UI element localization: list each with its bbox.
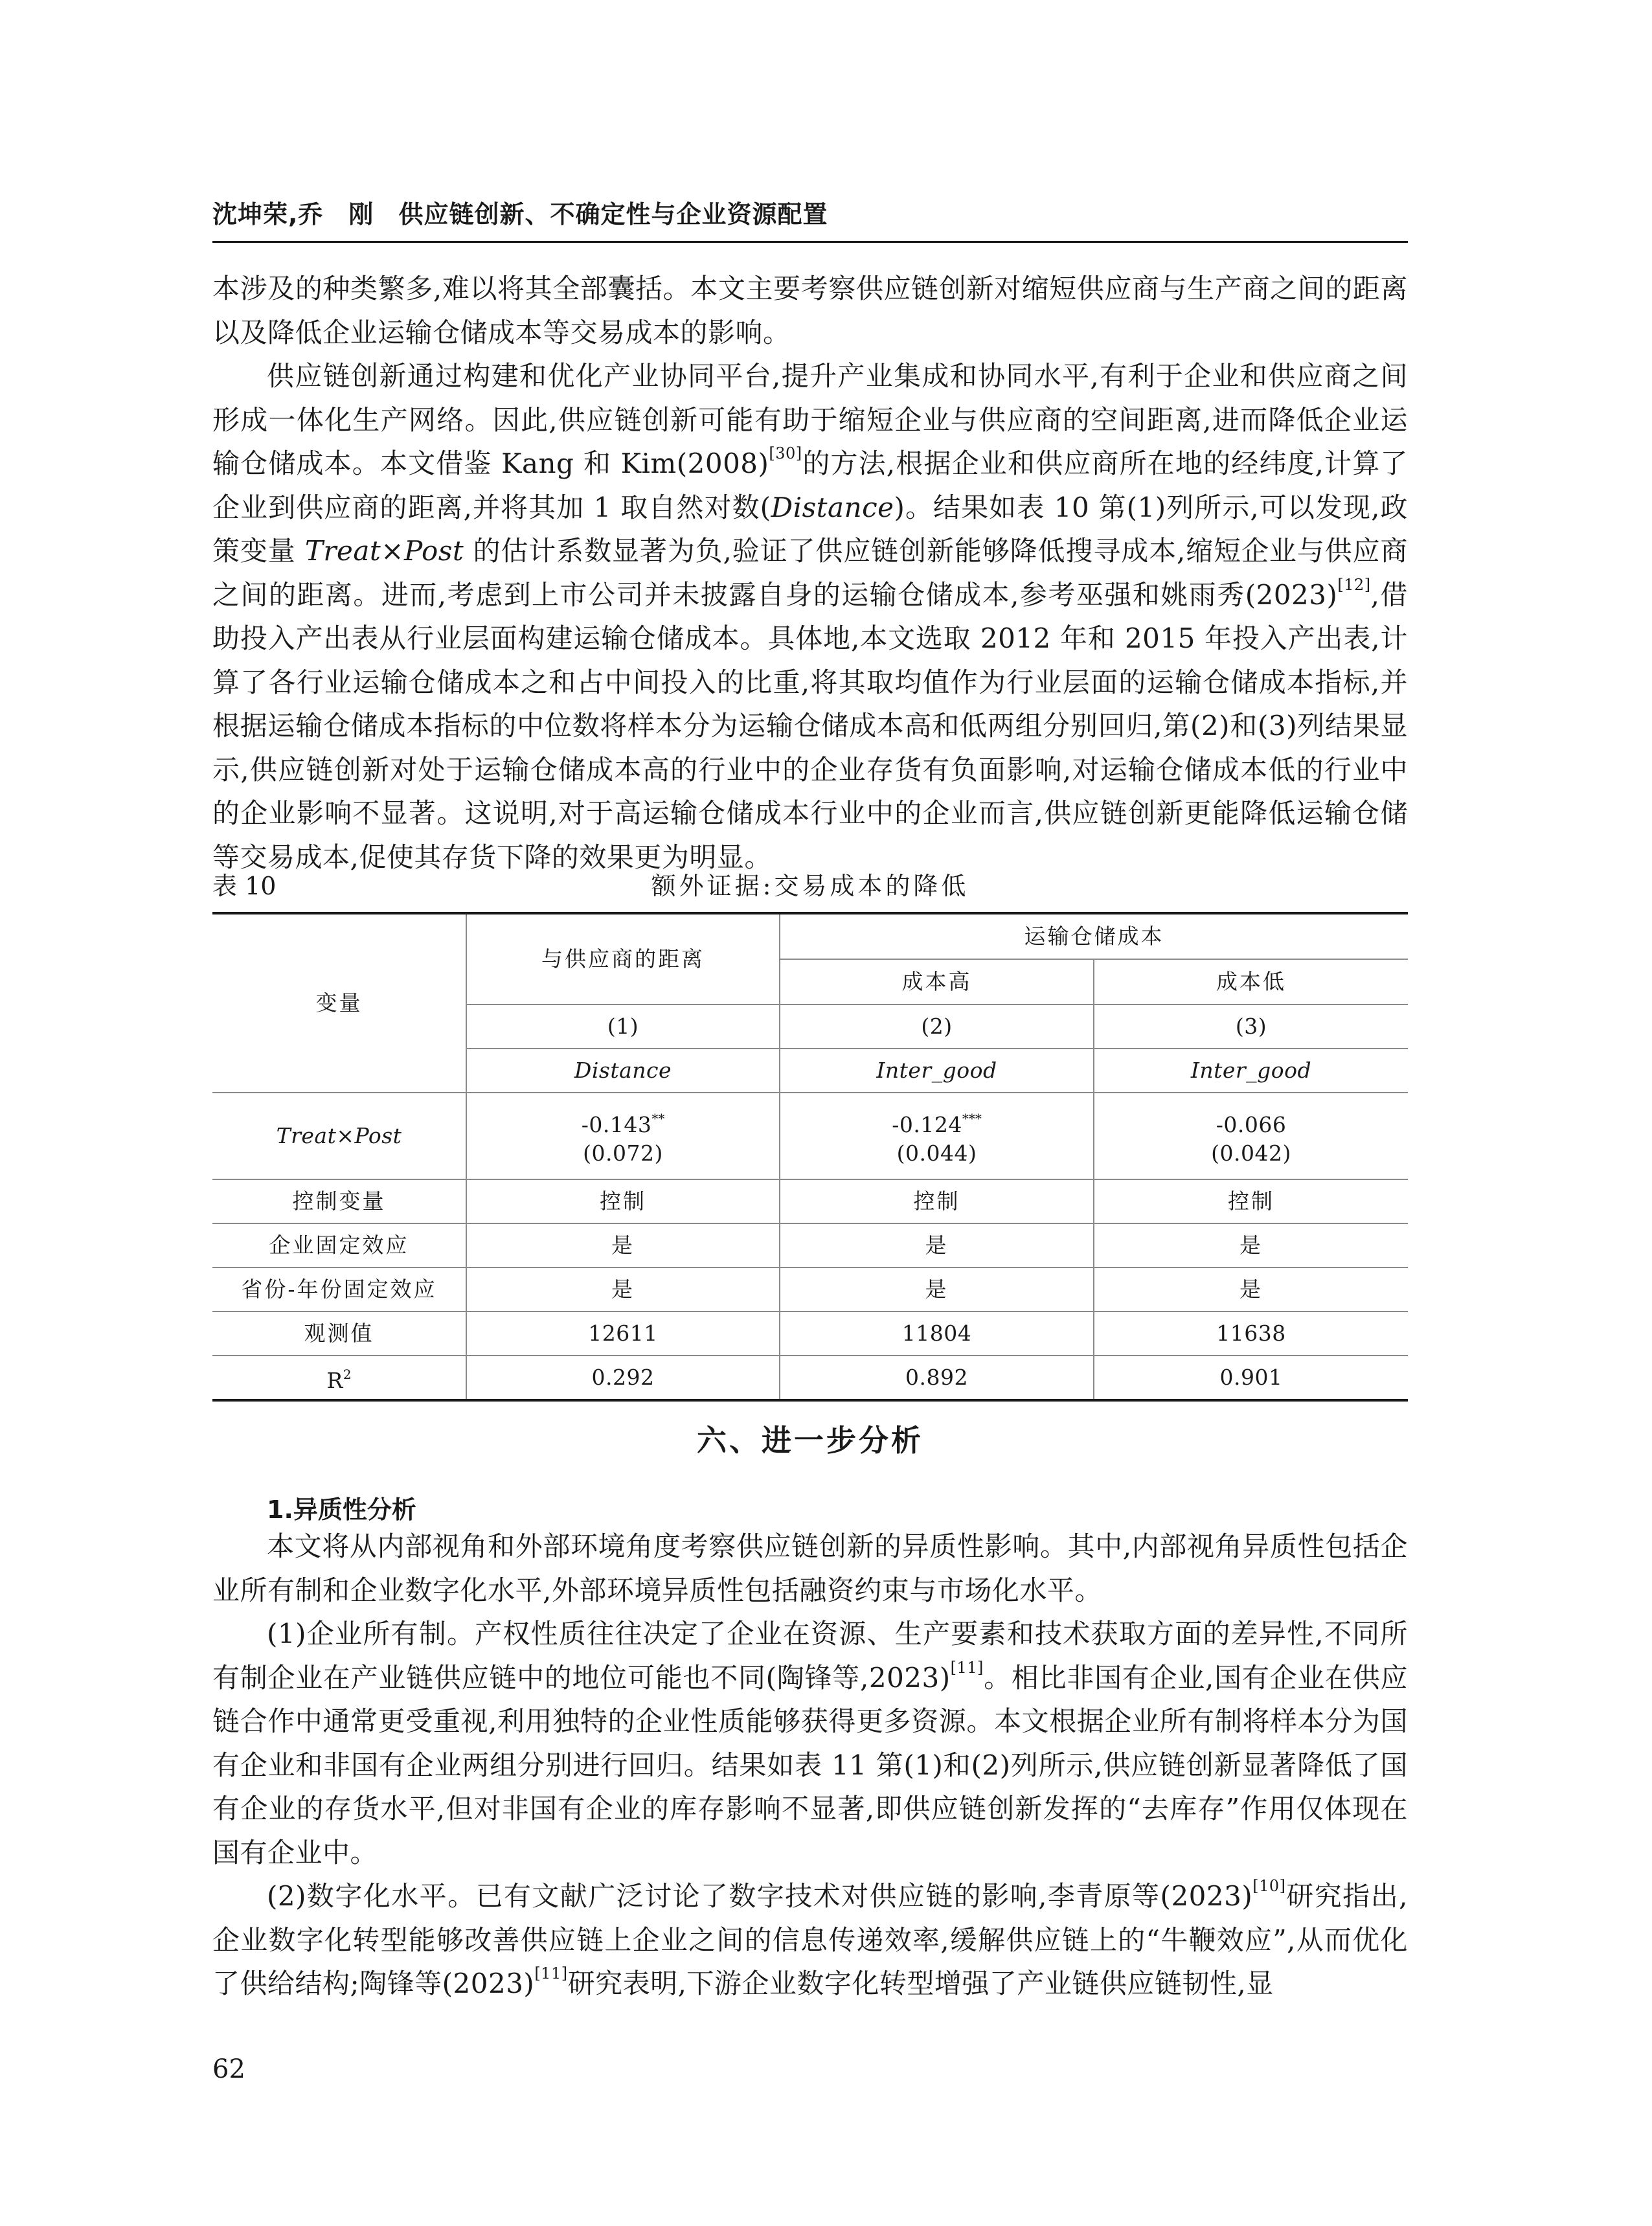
table-cell: 控制 [466,1179,780,1223]
table-number: 表 10 [212,872,277,900]
header-dep-var-2: Inter_good [780,1049,1094,1093]
table-cell: 控制 [1094,1179,1408,1223]
variable-treat-post: Treat×Post [304,535,464,567]
citation-30: [30] [769,444,802,462]
header-col-3: (3) [1094,1005,1408,1049]
table-cell: 12611 [466,1312,780,1356]
paragraph-5: (2)数字化水平。已有文献广泛讨论了数字技术对供应链的影响,李青原等(2023)[10]研究指出,企业数字化转型能够改善供应链上企业之间的信息传递效率,缓解供应链上的“牛鞭效应”,从而优化了供给结构;陶锋等(2023)[11]研究表明,下游企业数字化转型增强了产业链供应链韧性,显 [212,1877,1408,1999]
table-cell: 11804 [780,1312,1094,1356]
header-cost-high: 成本高 [780,959,1094,1005]
row-label-r-squared: $R^2$ [212,1356,466,1400]
header-distance-group: 与供应商的距离 [466,913,780,1005]
citation-11: [11] [950,1658,984,1677]
table-cell: 是 [1094,1223,1408,1267]
variable-distance: Distance [771,491,894,523]
table-header-row-1 [212,913,1408,959]
table-row-firm-fe [212,1223,1408,1267]
table-cell: 是 [780,1223,1094,1267]
body-text-bottom [212,1525,1408,2006]
running-head [212,194,828,230]
cell-treat-post-2: -0.124*** (0.044) [780,1093,1094,1179]
paragraph-2: 供应链创新通过构建和优化产业协同平台,提升产业集成和协同水平,有利于企业和供应商之间形成一体化生产网络。因此,供应链创新可能有助于缩短企业与供应商的空间距离,进而降低企业运输仓储成本。本文借鉴 Kang 和 Kim(2008)[30]的方法,根据企业和供应商所在地的经纬度,计算了企业到供应商的距离,并将其加 1 取自然对数(Distance)。结果如表 10 第(1)列所示,可以发现,政策变量 Treat×Post 的估计系数显著为负,验证了供应链创新能够降低搜寻成本,缩短企业与供应商之间的距离。进而,考虑到上市公司并未披露自身的运输仓储成本,参考巫强和姚雨秀(2023)[12],借助投入产出表从行业层面构建运输仓储成本。具体地,本文选取 2012 年和 2015 年投入产出表,计算了各行业运输仓储成本之和占中间投入的比重,将其取均值作为行业层面的运输仓储成本指标,并根据运输仓储成本指标的中位数将样本分为运输仓储成本高和低两组分别回归,第(2)和(3)列结果显示,供应链创新对处于运输仓储成本高的行业中的企业存货有负面影响,对运输仓储成本低的行业中的企业影响不显著。这说明,对于高运输仓储成本行业中的企业而言,供应链创新更能降低运输仓储等交易成本,促使其存货下降的效果更为明显。 [212,360,1408,873]
cell-treat-post-3: -0.066 (0.042) [1094,1093,1408,1179]
subsection-title: 1.异质性分析 [267,1495,416,1524]
row-label: 控制变量 [212,1179,466,1223]
table-caption [212,868,1408,904]
header-dep-var-1: Distance [466,1049,780,1093]
table-title: 额外证据:交易成本的降低 [651,872,969,900]
table-row-r-squared [212,1356,1408,1400]
table-cell: 是 [1094,1267,1408,1312]
row-label: 观测值 [212,1312,466,1356]
citation-12: [12] [1337,575,1371,594]
cell-treat-post-1: -0.143** (0.072) [466,1093,780,1179]
paragraph-1: 本涉及的种类繁多,难以将其全部囊括。本文主要考察供应链创新对缩短供应商与生产商之间的距离以及降低企业运输仓储成本等交易成本的影响。 [212,273,1408,348]
header-col-1: (1) [466,1005,780,1049]
table-cell: 0.892 [780,1356,1094,1400]
table-cell: 是 [780,1267,1094,1312]
running-head-rule [212,241,1408,243]
header-cost-low: 成本低 [1094,959,1408,1005]
table-cell: 是 [466,1223,780,1267]
row-label: 企业固定效应 [212,1223,466,1267]
section-title: 六、进一步分析 [697,1423,923,1458]
table-cell: 0.901 [1094,1356,1408,1400]
table-cell: 是 [466,1267,780,1312]
header-cost-group: 运输仓储成本 [780,913,1408,959]
running-head-authors: 沈坤荣,乔 刚 [212,200,374,229]
row-label: 省份-年份固定效应 [212,1267,466,1312]
table-cell: 11638 [1094,1312,1408,1356]
table-row-treat-post [212,1093,1408,1179]
paragraph-3: 本文将从内部视角和外部环境角度考察供应链创新的异质性影响。其中,内部视角异质性包括企业所有制和企业数字化水平,外部环境异质性包括融资约束与市场化水平。 [212,1530,1408,1606]
header-dep-var-3: Inter_good [1094,1049,1408,1093]
row-label-treat-post: Treat×Post [212,1093,466,1179]
body-text-top [212,267,1408,879]
citation-10: [10] [1252,1877,1286,1895]
table-row-province-year-fe [212,1267,1408,1312]
header-col-2: (2) [780,1005,1094,1049]
table-row-observations [212,1312,1408,1356]
results-table [212,912,1408,1402]
header-variable: 变量 [212,913,466,1093]
running-head-title: 供应链创新、不确定性与企业资源配置 [398,200,828,229]
table-row-controls [212,1179,1408,1223]
table-cell: 0.292 [466,1356,780,1400]
citation-11: [11] [534,1964,568,1982]
table-cell: 控制 [780,1179,1094,1223]
page-number: 62 [212,2054,245,2084]
paragraph-4: (1)企业所有制。产权性质往往决定了企业在资源、生产要素和技术获取方面的差异性,不同所有制企业在产业链供应链中的地位可能也不同(陶锋等,2023)[11]。相比非国有企业,国有企业在供应链合作中通常更受重视,利用独特的企业性质能够获得更多资源。本文根据企业所有制将样本分为国有企业和非国有企业两组分别进行回归。结果如表 11 第(1)和(2)列所示,供应链创新显著降低了国有企业的存货水平,但对非国有企业的库存影响不显著,即供应链创新发挥的“去库存”作用仅体现在国有企业中。 [212,1618,1409,1868]
